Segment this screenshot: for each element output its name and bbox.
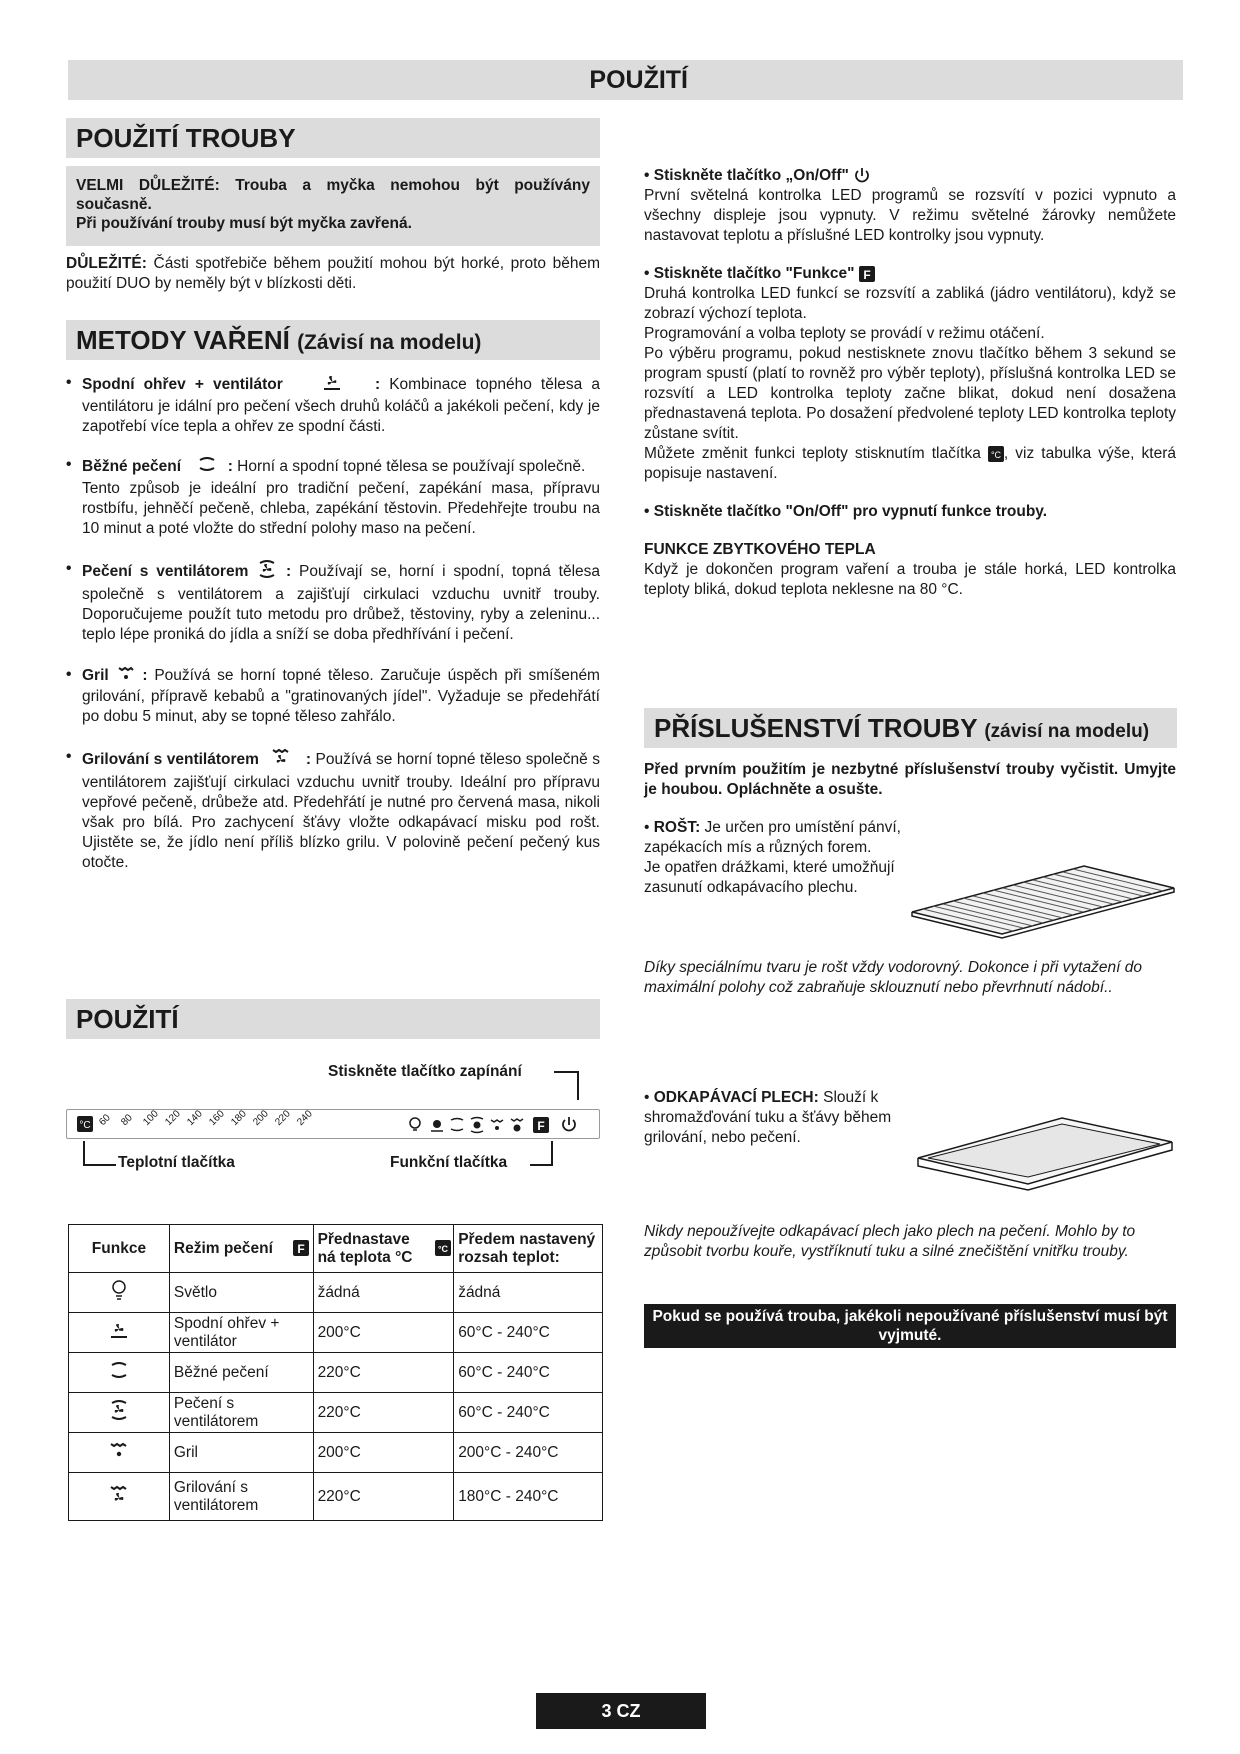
power-icon [563,1117,575,1130]
grill-icon [69,1433,170,1473]
function-button-icon [859,266,875,282]
function-button-icon [533,1117,549,1133]
table-row [69,1393,603,1433]
svg-text:°C: °C [438,1244,449,1254]
function-block [644,264,1176,484]
safety-note [66,254,600,294]
rack-description: • ROŠT: Je určen pro umístění pánví, zapékacích mís a různých forem. Je opatřen drážkami, které umožňují zasunutí odkapávacího plechu. [644,819,901,896]
temp-leader-line [80,1141,120,1169]
tray-description: • ODKAPÁVACÍ PLECH: Slouží k shromažďování tuku a šťávy během grilování, nebo pečení. [644,1089,892,1146]
row-range: 180°C - 240°C [454,1473,603,1521]
accessories-subtitle: (závisí na modelu) [984,721,1150,742]
row-mode: Grilování s ventilátorem [169,1473,313,1521]
page-header: POUŽITÍ [68,60,1183,100]
func-leader-line [528,1141,558,1169]
temp-120[interactable]: 120 [163,1108,183,1128]
conventional-icon [197,455,217,479]
row-range: 200°C - 240°C [454,1433,603,1473]
bulb-icon [410,1118,420,1130]
row-mode: Spodní ohřev + ventilátor [169,1313,313,1353]
fan-oven-icon [69,1393,170,1433]
page-number: 3 CZ [536,1693,706,1729]
method-name: Gril [82,667,109,685]
method-name: Grilování s ventilátorem [82,751,259,769]
grill-icon [116,665,136,687]
table-row [69,1473,603,1521]
header-function: Funkce [69,1225,170,1273]
row-preset: 220°C [313,1393,454,1433]
function-buttons-label: Funkční tlačítka [390,1154,508,1171]
table-row [69,1353,603,1393]
table-row [69,1433,603,1473]
header-temp-range: Předem nastavený rozsah teplot: [454,1225,603,1273]
off-title: • Stiskněte tlačítko "On/Off" pro vypnutí funkce trouby. [644,503,1048,520]
temp-button-icon [435,1240,451,1256]
temp-240[interactable]: 240 [295,1108,315,1128]
function-button-icon [293,1240,309,1256]
bulb-icon [69,1273,170,1313]
temp-200[interactable]: 200 [251,1108,271,1128]
section-title-oven-use: POUŽITÍ TROUBY [66,118,600,158]
svg-text:F: F [863,267,871,282]
row-mode: Světlo [169,1273,313,1313]
conventional-icon [69,1353,170,1393]
temp-button-icon[interactable] [77,1116,93,1137]
right-column-instructions [644,166,1176,618]
press-power-label: Stiskněte tlačítko zapínání [328,1063,522,1080]
method-text: Kombinace topného tělesa a ventilátoru je idální pro pečení všech druhů koláčů a jakékoli pečení, kdy je zapotřebí více tepla a ohřev ze spodní části. [82,376,600,435]
method-text: Používá se horní topné těleso. Zaručuje úspěch při smíšeném grilování, přípravě kebabů a "gratinovaných jídel". Vyžaduje se předehřátí po dobu 5 minut, aby se topné těleso zahřálo. [82,667,600,725]
header-mode: Režim pečení F [169,1225,313,1273]
temp-100[interactable]: 100 [141,1108,161,1128]
row-mode: Gril [169,1433,313,1473]
method-name: Spodní ohřev + ventilátor [82,376,283,394]
table-row [69,1273,603,1313]
rack-text-2: Je opatřen drážkami, které umožňují zasunutí odkapávacího plechu. [644,859,895,896]
fan-oven-icon [256,559,278,585]
drip-tray-image [912,1112,1178,1192]
header-preset-temp: Přednastave ná teplota °C °C [313,1225,454,1273]
accessories-intro: Před prvním použitím je nezbytné příslušenství trouby vyčistit. Umyjte je houbou. Opláchněte a osušte. [644,761,1176,798]
cooking-methods-subtitle: (Závisí na modelu) [297,331,482,354]
bottom-fan-icon [322,373,342,397]
section-title-cooking-methods [66,320,600,360]
svg-text:°C: °C [990,449,1001,460]
function-text-2: Programování a volba teploty se provádí v režimu otáčení. [644,325,1045,342]
section-title-accessories [644,708,1177,748]
row-range: 60°C - 240°C [454,1353,603,1393]
grill-icon [491,1120,503,1130]
row-preset: 220°C [313,1473,454,1521]
onoff-block [644,166,1176,246]
control-panel [66,1109,600,1139]
svg-text:F: F [537,1119,545,1133]
row-mode: Pečení s ventilátorem [169,1393,313,1433]
function-text-3: Po výběru programu, pokud nestisknete znovu tlačítko během 3 sekund se program spustí (platí to rovněž pro výběr teploty), příslušná kontrolka LED se rozsvítí a LED kontrolka teploty začne blikat, dokud není dosažena přednastavená teplota. Po dosažení předvolené teploty LED kontrolka teploty zůstane svítit. [644,345,1176,442]
method-bottom-fan: • Spodní ohřev + ventilátor : Kombinace topného tělesa a ventilátoru je idální pro pečení všech druhů koláčů a jakékoli pečení, kdy je zapotřebí více tepla a ohřev ze spodní části. [64,373,600,437]
rack-label: ROŠT: [653,819,701,836]
important-box [66,166,600,246]
svg-text:F: F [296,1242,305,1256]
function-icons[interactable] [407,1116,592,1134]
method-fan-oven: • Pečení s ventilátorem : Používají se, horní i spodní, topná tělesa společně s ventilátorem a zajišťují cirkulaci vzduchu uvnitř trouby. Doporučujeme použít tuto metodu pro drůbež, těstoviny, ryby a zeleninu... teplo lépe proniká do jídla a sníží se doba předhřívání i pečení. [64,559,600,645]
oven-rack-image [908,862,1178,940]
onoff-text: První světelná kontrolka LED programů se rozsvítí v pozici vypnuto a všechny displeje jsou vypnuty. V režimu světelné žárovky nemůžete nastavovat teplotu a příslušné LED kontrolky jsou vypnuty. [644,187,1176,244]
method-text: Horní a spodní topné tělesa se používají společně. [237,458,586,476]
tray-note: Nikdy nepoužívejte odkapávací plech jako plech na pečení. Mohlo by to způsobit tvorbu kouře, vystříknutí tuku a silné znečištění vnitřku trouby. [644,1223,1136,1260]
fan-grill-icon [69,1473,170,1521]
temp-220[interactable]: 220 [273,1108,293,1128]
off-block [644,502,1176,522]
residual-title: FUNKCE ZBYTKOVÉHO TEPLA [644,541,876,558]
accessories-title: PŘÍSLUŠENSTVÍ TROUBY [654,713,978,743]
temp-button-icon [988,446,1004,462]
method-text-2: Tento způsob je ideální pro tradiční pečení, zapékání masa, přípravu rostbífu, jehněčí pečeně, chleba, zapékání těstovin. Předehřejte troubu na 10 minut a poté vložte do střední polohy maso na pečení. [82,480,600,537]
svg-text:°C: °C [79,1120,91,1131]
row-range: žádná [454,1273,603,1313]
method-name: Pečení s ventilátorem [82,563,249,581]
residual-text: Když je dokončen program vaření a trouba je stále horká, LED kontrolka teploty bliká, dokud teplota neklesne na 80 °C. [644,561,1176,598]
fan-grill-icon [271,747,291,773]
fan-grill-icon [511,1119,523,1132]
safety-note-text: Části spotřebiče během použití mohou být horké, proto během použití DUO by neměly být v blízkosti děti. [66,255,600,292]
onoff-title: • Stiskněte tlačítko „On/Off" [644,166,1176,186]
residual-heat-block [644,540,1176,600]
method-fan-grill: • Grilování s ventilátorem : Používá se horní topné těleso společně s ventilátorem zajišťují cirkulaci vzduchu uvnitř trouby. Ideální pro přípravu vepřové pečeně, drůbeže atd. Předehřátí je nutné pro červená masa, nikoli však pro bílá. Pro zachycení šťávy vložte odkapávací misku pod rošt. Ujistěte se, že jídlo není příliš blízko grilu. V polovině pečení pečený kus otočte. [64,747,600,873]
row-preset: 220°C [313,1353,454,1393]
function-text-1: Druhá kontrolka LED funkcí se rozsvítí a zabliká (jádro ventilátoru), když se zobrazí výchozí teplota. [644,285,1176,322]
temp-60[interactable]: 60 [97,1112,113,1128]
fan-oven-icon [471,1118,483,1133]
cooking-methods-title: METODY VAŘENÍ [76,325,290,355]
row-preset: 200°C [313,1313,454,1353]
temp-160[interactable]: 160 [207,1108,227,1128]
function-table [68,1224,603,1521]
row-range: 60°C - 240°C [454,1393,603,1433]
bottom-fan-icon [69,1313,170,1353]
table-row [69,1313,603,1353]
row-range: 60°C - 240°C [454,1313,603,1353]
safety-note-label: DŮLEŽITÉ: [66,255,147,272]
function-text-4: Můžete změnit funkci teploty stisknutím tlačítka °C , viz tabulka výše, která popisuje nastavení. [644,445,1177,482]
important-line-1: VELMI DŮLEŽITÉ: Trouba a myčka nemohou být používány současně. [76,177,590,213]
temp-80[interactable]: 80 [119,1112,135,1128]
method-text: Používá se horní topné těleso společně s ventilátorem zajišťují cirkulaci vzduchu uvnitř trouby. Ideální pro přípravu vepřové pečeně, drůbeže atd. Předehřátí je nutné pro červená masa, nikoli však pro bílá. Pro zachycení šťávy vložte odkapávací misku pod rošt. Ujistěte se, že jídlo není příliš blízko grilu. V polovině pečení pečený kus otočte. [82,751,601,871]
rack-note: Díky speciálnímu tvaru je rošt vždy vodorovný. Dokonce i při vytažení do maximální polohy což zabraňuje sklouznutí nebo převrhnutí nádobí.. [644,959,1142,996]
power-leader-line [548,1070,580,1102]
temp-180[interactable]: 180 [229,1108,249,1128]
accessory-warning: Pokud se používá trouba, jakékoli nepoužívané příslušenství musí být vyjmuté. [644,1304,1176,1348]
important-line-2: Při používání trouby musí být myčka zavřená. [76,215,412,232]
method-grill: • Gril : Používá se horní topné těleso. Zaručuje úspěch při smíšeném grilování, přípravě kebabů a "gratinovaných jídel". Vyžaduje se předehřátí po dobu 5 minut, aby se topné těleso zahřálo. [64,665,600,727]
conventional-icon [451,1119,463,1131]
temp-buttons-label: Teplotní tlačítka [118,1154,235,1171]
method-name: Běžné pečení [82,458,182,476]
cooking-methods-list [64,373,600,893]
method-conventional: • Běžné pečení : Horní a spodní topné tělesa se používají společně. Tento způsob je ideální pro tradiční pečení, zapékání masa, přípravu rostbífu, jehněčí pečeně, chleba, zapékání těstovin. Předehřejte troubu na 10 minut a poté vložte do střední polohy maso na pečení. [64,455,600,539]
row-preset: žádná [313,1273,454,1313]
power-icon [853,167,871,185]
tray-label: ODKAPÁVACÍ PLECH: [653,1089,819,1106]
table-header-row [69,1225,603,1273]
row-preset: 200°C [313,1433,454,1473]
temp-140[interactable]: 140 [185,1108,205,1128]
method-text: Používají se, horní i spodní, topná tělesa společně s ventilátorem a zajišťují cirkulaci vzduchu uvnitř trouby. Doporučujeme použít tuto metodu pro drůbež, těstoviny, ryby a zeleninu... teplo lépe proniká do jídla a sníží se doba předhřívání i pečení. [82,563,601,643]
row-mode: Běžné pečení [169,1353,313,1393]
function-title: • Stiskněte tlačítko "Funkce" F [644,264,1176,284]
bottom-fan-icon [431,1120,443,1131]
section-title-use: POUŽITÍ [66,999,600,1039]
